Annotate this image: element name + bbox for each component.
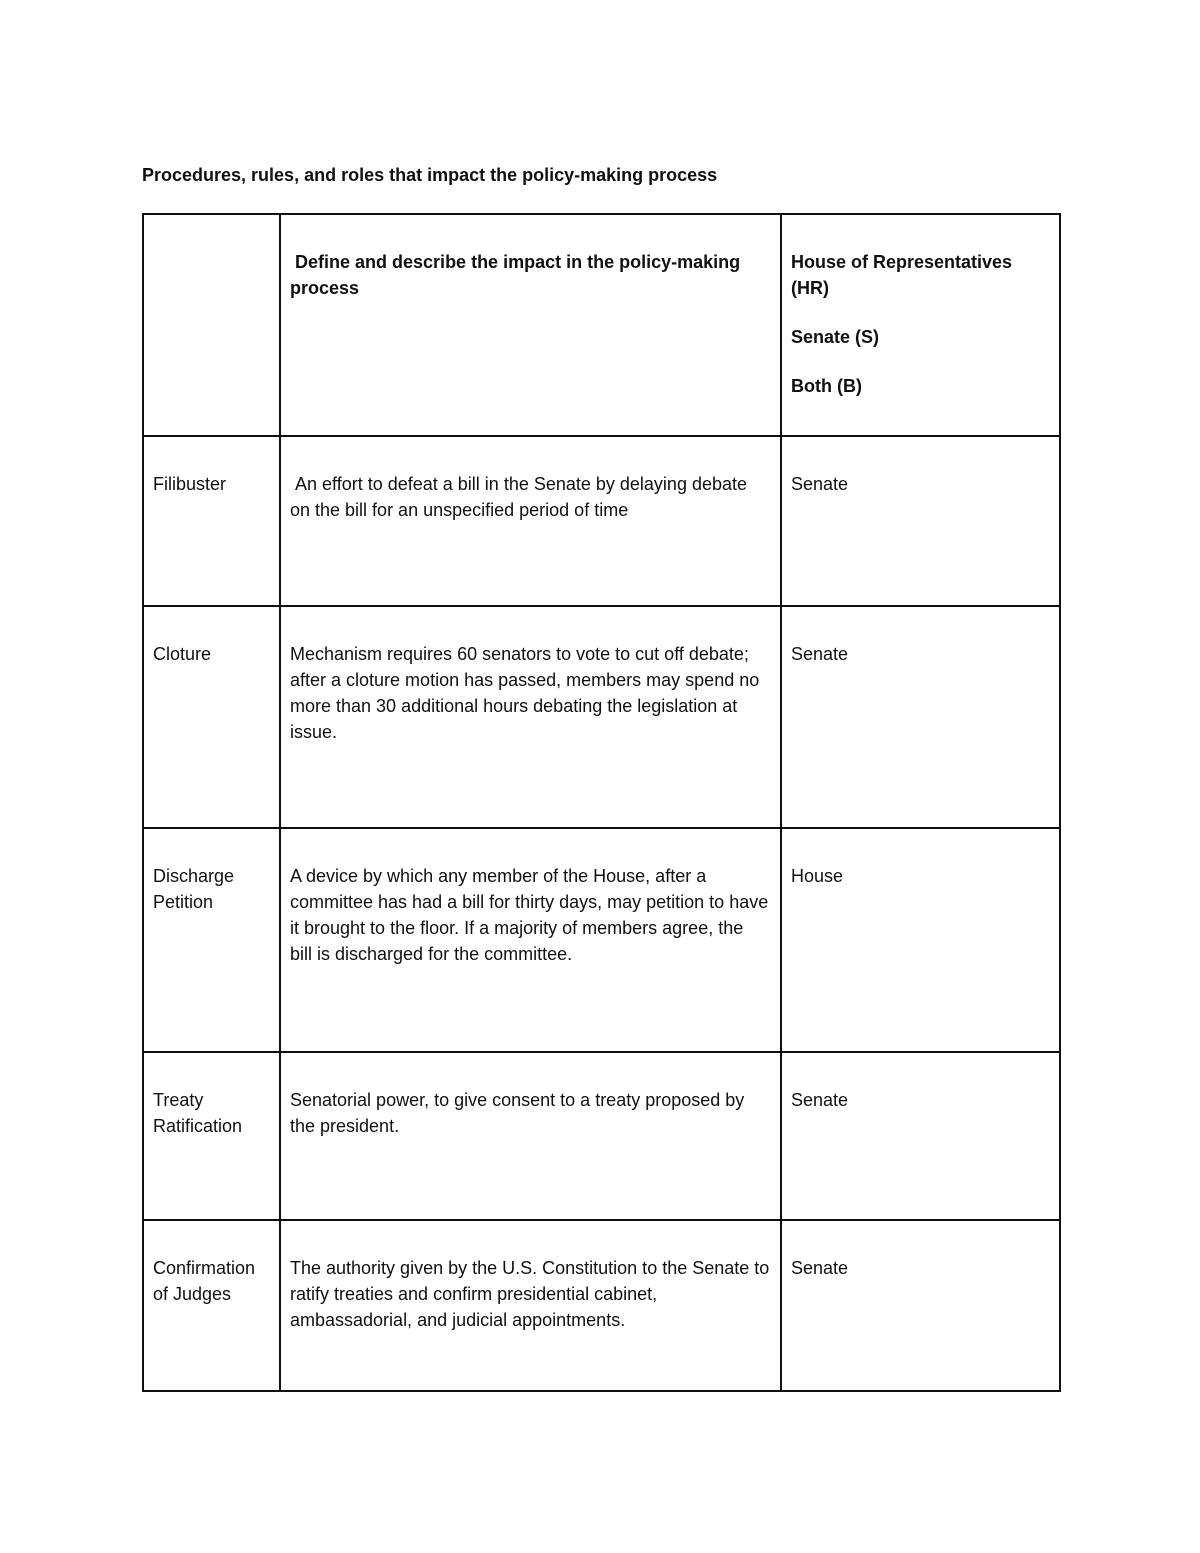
chamber-label: Senate [791,644,849,664]
definition-cell [280,1220,781,1391]
policy-table [142,213,1061,1392]
table-row [143,606,1060,828]
header-chamber-house: House of Representatives (HR) [791,252,1013,298]
term-label: Cloture [153,644,212,664]
header-chamber-both: Both (B) [791,376,862,396]
chamber-cell [781,1052,1060,1220]
term-label: Treaty Ratification [153,1090,243,1136]
chamber-cell [781,1220,1060,1391]
term-label: Filibuster [153,474,227,494]
term-cell [143,1052,280,1220]
chamber-cell [781,436,1060,606]
chamber-cell [781,828,1060,1052]
header-definition-label: Define and describe the impact in the policy-making process [290,252,746,298]
table-row [143,1052,1060,1220]
header-chamber-label [782,215,1059,399]
table-row [143,1220,1060,1391]
header-chamber-senate: Senate (S) [791,327,880,347]
table-row [143,436,1060,606]
definition-text: Senatorial power, to give consent to a treaty proposed by the president. [290,1090,750,1136]
definition-text: Mechanism requires 60 senators to vote to cut off debate; after a cloture motion has passed, members may spend no more than 30 additional hours debating the legislation at issue. [290,644,765,742]
chamber-label: Senate [791,474,849,494]
chamber-cell [781,606,1060,828]
header-cell-definition [280,214,781,436]
definition-cell [280,436,781,606]
chamber-label: Senate [791,1090,849,1110]
header-cell-chamber [781,214,1060,436]
document-title: Procedures, rules, and roles that impact the policy-making process [142,165,718,185]
term-label: Discharge Petition [153,866,235,912]
term-cell [143,436,280,606]
term-cell [143,606,280,828]
definition-text: An effort to defeat a bill in the Senate by delaying debate on the bill for an unspecified period of time [290,474,753,520]
definition-cell [280,606,781,828]
definition-text: The authority given by the U.S. Constitution to the Senate to ratify treaties and confirm presidential cabinet, ambassadorial, and judicial appointments. [290,1258,775,1330]
definition-cell [280,828,781,1052]
definition-cell [280,1052,781,1220]
chamber-label: House [791,866,844,886]
header-cell-empty [143,214,280,436]
table-header-row [143,214,1060,436]
term-cell [143,828,280,1052]
table-row [143,828,1060,1052]
header-term-label [144,215,279,249]
chamber-label: Senate [791,1258,849,1278]
term-cell [143,1220,280,1391]
definition-text: A device by which any member of the House, after a committee has had a bill for thirty days, may petition to have it brought to the floor. If a majority of members agree, the bill is discharged for the committee. [290,866,774,964]
term-label: Confirmation of Judges [153,1258,256,1304]
